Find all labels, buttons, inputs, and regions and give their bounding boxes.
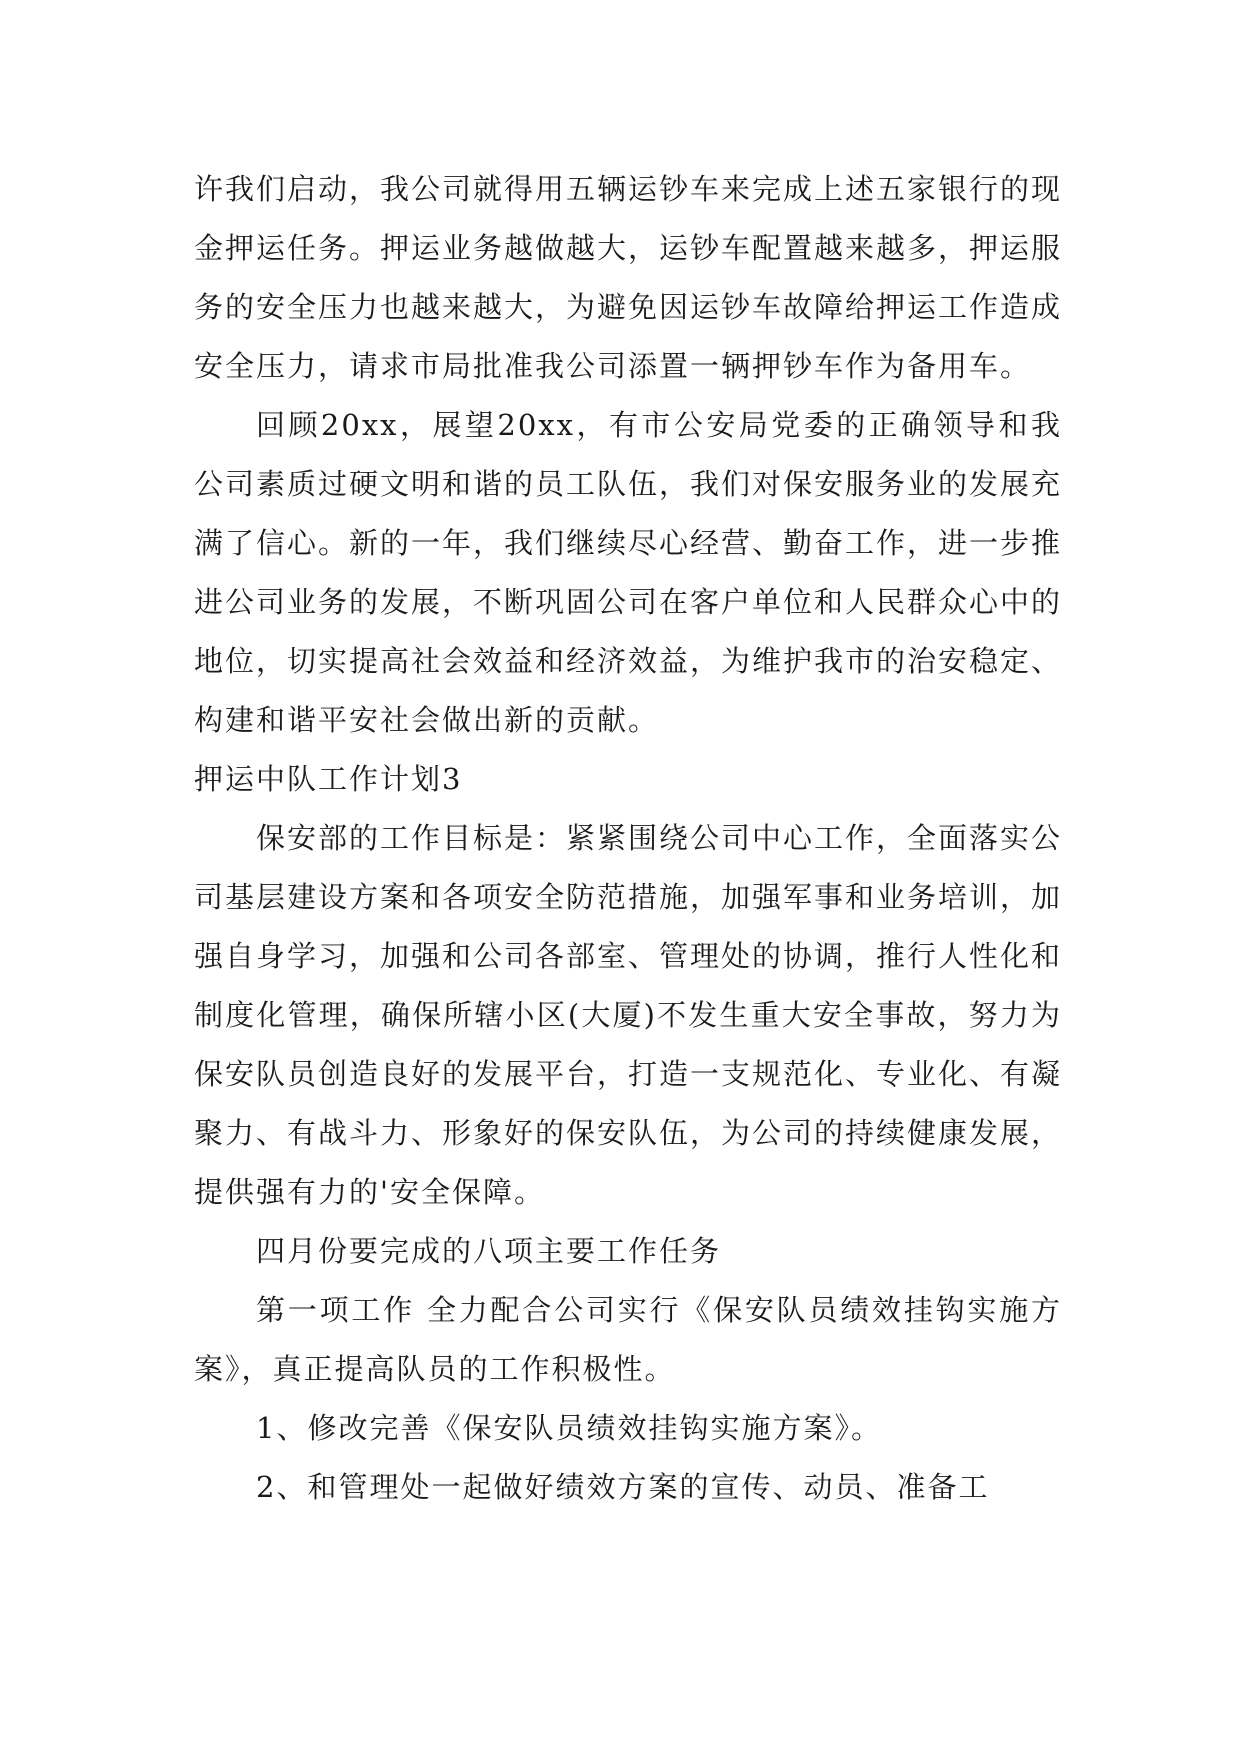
document-body bbox=[194, 160, 1062, 1517]
paragraph-2: 回顾20xx，展望20xx，有市公安局党委的正确领导和我公司素质过硬文明和谐的员工队伍，我们对保安服务业的发展充满了信心。新的一年，我们继续尽心经营、勤奋工作，进一步推进公司业务的发展，不断巩固公司在客户单位和人民群众心中的地位，切实提高社会效益和经济效益，为维护我市的治安稳定、构建和谐平安社会做出新的贡献。 bbox=[194, 408, 1063, 737]
paragraph-5: 第一项工作 全力配合公司实行《保安队员绩效挂钩实施方案》，真正提高队员的工作积极性。 bbox=[194, 1293, 1062, 1386]
paragraph-3: 保安部的工作目标是：紧紧围绕公司中心工作，全面落实公司基层建设方案和各项安全防范措施，加强军事和业务培训，加强自身学习，加强和公司各部室、管理处的协调，推行人性化和制度化管理，确保所辖小区(大厦)不发生重大安全事故，努力为保安队员创造良好的发展平台，打造一支规范化、专业化、有凝聚力、有战斗力、形象好的保安队伍，为公司的持续健康发展，提供强有力的'安全保障。 bbox=[194, 821, 1063, 1209]
paragraph-1: 许我们启动，我公司就得用五辆运钞车来完成上述五家银行的现金押运任务。押运业务越做越大，运钞车配置越来越多，押运服务的安全压力也越来越大，为避免因运钞车故障给押运工作造成安全压力，请求市局批准我公司添置一辆押钞车作为备用车。 bbox=[194, 172, 1063, 383]
paragraph-6: 1、修改完善《保安队员绩效挂钩实施方案》。 bbox=[256, 1411, 882, 1445]
paragraph-4: 四月份要完成的八项主要工作任务 bbox=[256, 1234, 722, 1268]
paragraph-7: 2、和管理处一起做好绩效方案的宣传、动员、准备工 bbox=[256, 1470, 990, 1504]
section-heading: 押运中队工作计划3 bbox=[194, 762, 463, 796]
